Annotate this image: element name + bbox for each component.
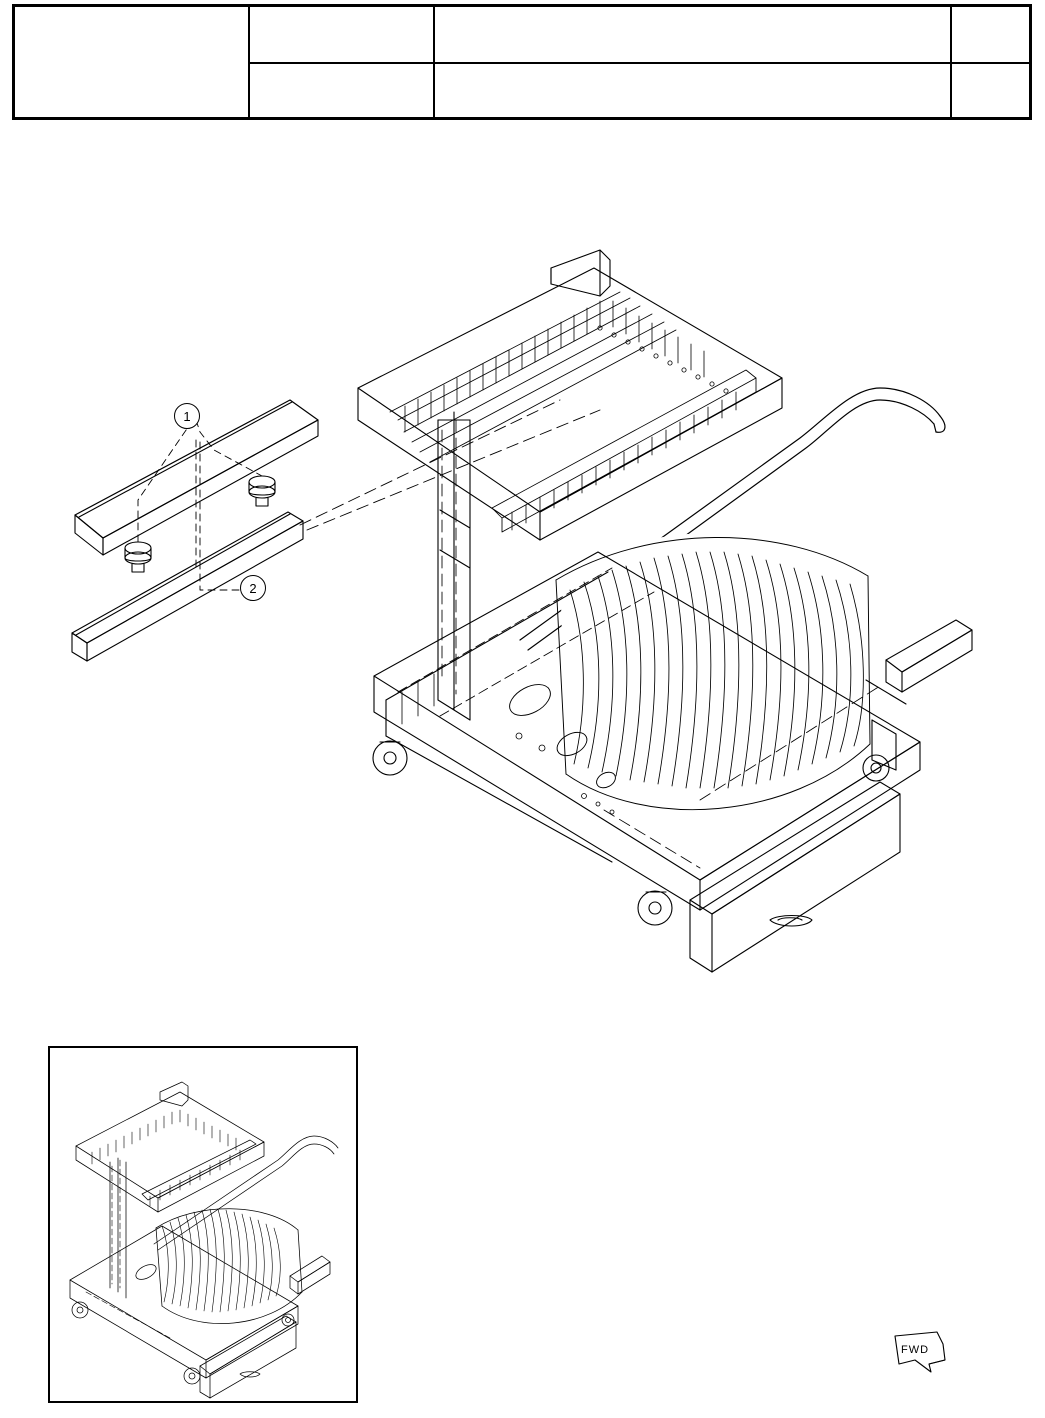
title-block-cell-b1 bbox=[250, 7, 433, 62]
callout-bubble-1-label: 1 bbox=[183, 408, 191, 424]
lower-panel bbox=[690, 782, 900, 972]
caster-right bbox=[863, 755, 889, 781]
title-block-cell-d2 bbox=[952, 62, 1029, 117]
callout-leader-lines bbox=[138, 420, 262, 590]
title-block-cell-b2 bbox=[250, 62, 433, 117]
fastener-knob-b bbox=[125, 542, 151, 572]
machine-main-view bbox=[358, 250, 972, 972]
left-column bbox=[438, 412, 470, 720]
fwd-label: FWD bbox=[901, 1344, 930, 1356]
callout-bubble-2-label: 2 bbox=[249, 580, 257, 596]
callout-bubble-1 bbox=[174, 403, 200, 429]
title-block-column-b bbox=[248, 7, 433, 117]
title-block-cell-c1 bbox=[435, 7, 950, 62]
caster-left bbox=[373, 741, 407, 775]
callout-bubble-2 bbox=[240, 575, 266, 601]
caster-front bbox=[638, 891, 672, 925]
title-block-cell-c2 bbox=[435, 62, 950, 117]
fwd-direction-marker bbox=[893, 1330, 955, 1374]
inset-overview-svg bbox=[50, 1048, 356, 1401]
title-block-column-c bbox=[433, 7, 950, 117]
title-block-cell-d1 bbox=[952, 7, 1029, 62]
title-block-column-d bbox=[950, 7, 1029, 117]
part-2-rail bbox=[72, 512, 303, 661]
title-block-table bbox=[12, 4, 1032, 120]
inset-overview-frame bbox=[48, 1046, 358, 1403]
fastener-knob-a bbox=[249, 476, 275, 506]
right-tray bbox=[866, 620, 972, 770]
title-block-column-a bbox=[15, 7, 248, 117]
fin-drum bbox=[504, 533, 870, 812]
